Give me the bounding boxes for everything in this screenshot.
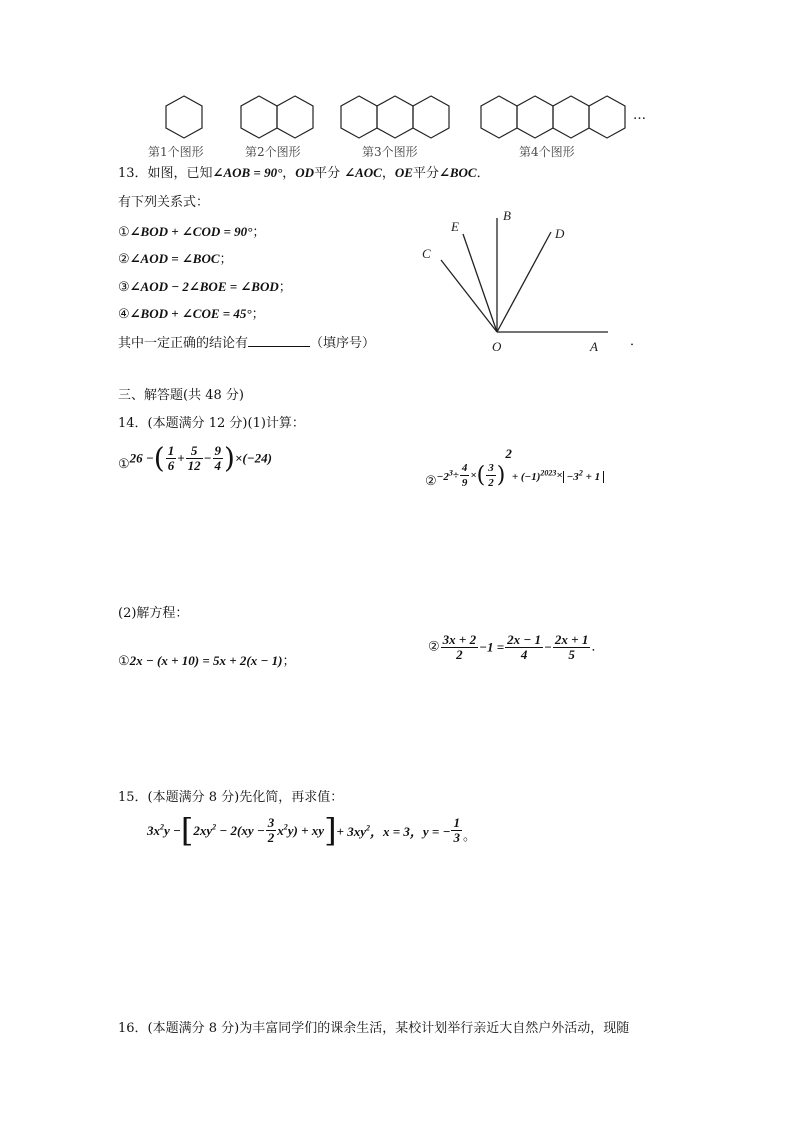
q14-part2-expr bbox=[425, 446, 604, 490]
q14-e2-tail: ． bbox=[591, 639, 605, 655]
q13-item-2-expr: ∠AOD = ∠BOC bbox=[129, 251, 220, 266]
label-o: O bbox=[492, 339, 502, 354]
q13-end: ． bbox=[476, 166, 490, 181]
q13-statement bbox=[118, 165, 490, 182]
q15-after: + $3xy^2$，x = 3，y = − bbox=[336, 823, 451, 839]
q16-text: 16．(本题满分 8 分)为丰富同学们的课余生活，某校计划举行亲近大自然户外活动，现随 bbox=[118, 1021, 630, 1036]
q13-item-3-mark: ③ bbox=[118, 280, 130, 295]
figure-caption-1: 第1个图形 bbox=[148, 145, 204, 159]
q14-e1-expr: 2x − (x + 10) = 5x + 2(x − 1) bbox=[129, 653, 283, 668]
label-b: B bbox=[503, 208, 511, 223]
q14-p1-frac-b: $\frac{5}{12}$ bbox=[187, 443, 201, 473]
q13-conclusion bbox=[118, 334, 375, 352]
q14-e2-frac-c: $\frac{2x + 1}{5}$ bbox=[554, 632, 589, 662]
section-heading: 三、解答题(共 48 分) bbox=[118, 388, 244, 403]
q15-frac-half: $\frac{3}{2}$ bbox=[267, 815, 275, 845]
q14-p2-mid: + $(-1)^{2023}$ bbox=[511, 468, 557, 483]
q13-sep2: ， bbox=[381, 166, 395, 181]
hexagon-fig4-4 bbox=[589, 96, 625, 138]
q15-inner-2: $x^2y$) + xy bbox=[277, 822, 325, 838]
q14-p1-frac-c: $\frac{9}{4}$ bbox=[214, 443, 222, 473]
hexagon-fig2-1 bbox=[241, 96, 277, 138]
hexagon-pattern-figure bbox=[160, 92, 630, 142]
label-d: D bbox=[555, 226, 565, 241]
q13-item-3-expr: ∠AOD − 2∠BOE = ∠BOD bbox=[129, 279, 279, 294]
q13-given-angle-aob: ∠AOB = 90° bbox=[212, 165, 283, 180]
q13-bisect-1: 平分 bbox=[314, 166, 341, 181]
hexagon-fig3-2 bbox=[377, 96, 413, 138]
q14-e2-op: − bbox=[544, 639, 552, 655]
figure-caption-4: 第4个图形 bbox=[519, 145, 575, 159]
q13-item-2-tail: ； bbox=[219, 252, 233, 267]
q14-heading: 14．(本题满分 12 分)(1)计算： bbox=[118, 416, 305, 431]
q14-p2-rparen: ) bbox=[496, 463, 506, 488]
q14-p1-op2: − bbox=[203, 450, 212, 466]
q14-p1-tail: ×(−24) bbox=[234, 450, 272, 466]
q13-item-1 bbox=[118, 224, 265, 241]
q14-p2-op3: × bbox=[556, 469, 563, 482]
q14-p1-rparen: ) bbox=[224, 441, 235, 475]
hexagon-fig4-3 bbox=[553, 96, 589, 138]
q13-intro: 有下列关系式： bbox=[118, 195, 210, 210]
q13-item-4-mark: ④ bbox=[118, 307, 130, 322]
q14-e1-mark: ① bbox=[118, 654, 130, 669]
hexagon-fig3-3 bbox=[413, 96, 449, 138]
q13-ray-oe: OE bbox=[394, 165, 413, 180]
q13-item-2-mark: ② bbox=[118, 252, 130, 267]
label-e: E bbox=[451, 219, 459, 234]
q14-heading-2: (2)解方程： bbox=[118, 606, 189, 621]
q13-item-3 bbox=[118, 279, 292, 296]
q13-bisect-2: 平分 bbox=[412, 166, 439, 181]
q14-p1-frac-a: $\frac{1}{6}$ bbox=[167, 443, 175, 473]
figure-ellipsis: … bbox=[633, 108, 646, 123]
hexagon-fig4-2 bbox=[517, 96, 553, 138]
q13-end-dot: ． bbox=[630, 334, 644, 349]
label-c: C bbox=[422, 246, 431, 261]
q14-part1-expr bbox=[118, 441, 272, 475]
q13-conclusion-prefix: 其中一定正确的结论有 bbox=[118, 336, 249, 351]
q14-p2-frac-a: $\frac{4}{9}$ bbox=[461, 462, 468, 489]
q15-expression bbox=[147, 811, 476, 850]
figure-caption-2: 第2个图形 bbox=[245, 145, 301, 159]
hexagon-fig2-2 bbox=[277, 96, 313, 138]
q14-e2-frac-b: $\frac{2x - 1}{4}$ bbox=[507, 632, 542, 662]
angle-figure bbox=[410, 200, 620, 360]
q13-prefix: 13．如图，已知 bbox=[118, 166, 213, 181]
hexagon-fig3-1 bbox=[341, 96, 377, 138]
q14-p1-lparen: ( bbox=[153, 441, 165, 475]
q14-e2-frac-a: $\frac{3x + 2}{2}$ bbox=[442, 632, 477, 662]
q15-lbracket: [ bbox=[180, 811, 194, 850]
q15-inner-1: $2xy^2 - 2(xy$ − bbox=[193, 822, 265, 838]
q14-p2-frac-b: $\frac{3}{2}$ bbox=[488, 462, 494, 489]
q13-item-4-tail: ； bbox=[251, 307, 265, 322]
q13-answer-blank[interactable] bbox=[248, 334, 310, 347]
q14-p2-abs: $-3^2 + 1$ bbox=[563, 471, 604, 483]
q14-p1-lead: 26 − bbox=[129, 450, 154, 466]
q14-p2-op1: ÷ bbox=[452, 469, 459, 482]
q13-conclusion-suffix: （填序号） bbox=[310, 336, 376, 351]
q14-p1-mark: ① bbox=[118, 457, 130, 472]
hexagon-fig4-1 bbox=[481, 96, 517, 138]
ray-oc bbox=[441, 260, 497, 332]
ray-oe bbox=[463, 234, 497, 332]
q13-angle-aoc: ∠AOC bbox=[344, 165, 382, 180]
q14-e2-mark: ② bbox=[428, 639, 440, 655]
q15-end: 。 bbox=[462, 829, 476, 844]
q15-heading: 15．(本题满分 8 分)先化简，再求值： bbox=[118, 790, 344, 805]
q15-lead: $3x^2y$ − bbox=[147, 822, 181, 838]
ray-od bbox=[497, 232, 551, 332]
q15-frac-y: $\frac{1}{3}$ bbox=[453, 815, 460, 845]
q13-item-4 bbox=[118, 306, 265, 323]
q14-equation-2 bbox=[428, 633, 604, 662]
q14-p2-op2: × bbox=[470, 469, 477, 482]
q13-item-4-expr: ∠BOD + ∠COE = 45° bbox=[129, 306, 252, 321]
q13-item-1-tail: ； bbox=[252, 225, 266, 240]
q13-ray-od: OD bbox=[295, 165, 315, 180]
q14-p2-b-exp: 2 bbox=[505, 446, 512, 461]
q14-p2-lparen: ( bbox=[476, 463, 486, 488]
q14-p2-mark: ② bbox=[425, 474, 437, 489]
q14-e2-mid: −1 = bbox=[479, 639, 505, 655]
q13-item-1-mark: ① bbox=[118, 225, 130, 240]
q14-equation-1 bbox=[118, 653, 295, 670]
q14-p1-op1: + bbox=[177, 450, 185, 466]
q15-rbracket: ] bbox=[324, 811, 337, 850]
q13-item-2 bbox=[118, 251, 233, 268]
q13-angle-boc: ∠BOC bbox=[438, 165, 477, 180]
q13-sep1: ， bbox=[282, 166, 296, 181]
label-a: A bbox=[590, 339, 598, 354]
q13-item-3-tail: ； bbox=[278, 280, 292, 295]
q13-item-1-expr: ∠BOD + ∠COD = 90° bbox=[129, 224, 253, 239]
hexagon-fig1-1 bbox=[166, 96, 202, 138]
q14-p2-lead: $-2^3$ bbox=[436, 468, 453, 483]
figure-caption-3: 第3个图形 bbox=[362, 145, 418, 159]
q14-e1-tail: ； bbox=[282, 654, 296, 669]
